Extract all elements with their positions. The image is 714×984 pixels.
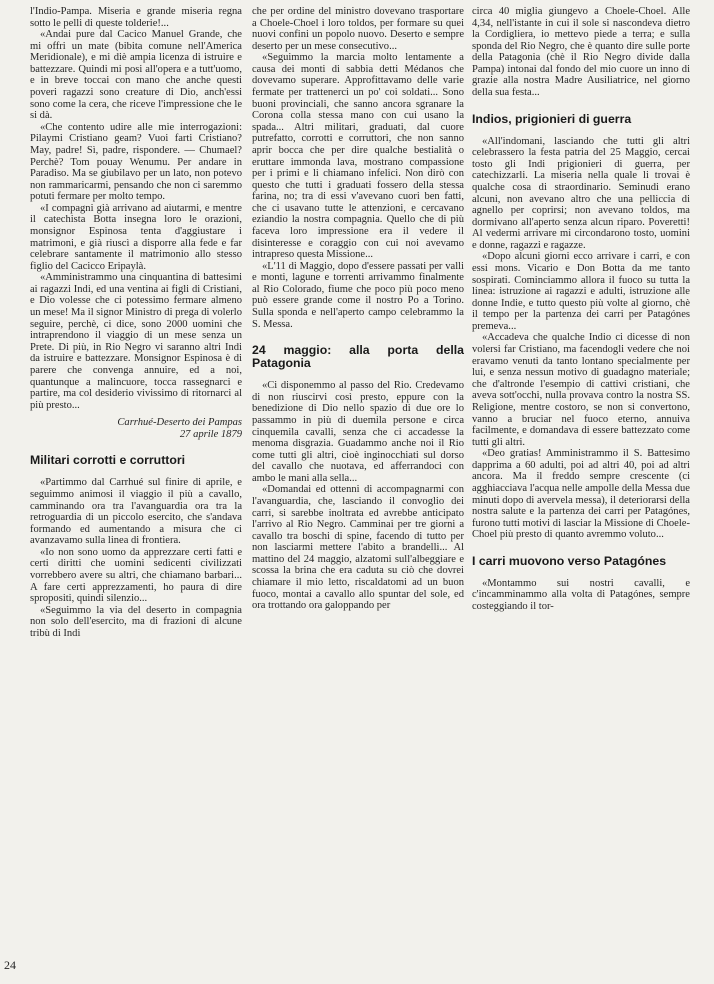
column-2 [252,6,464,612]
paragraph: «Seguimmo la via del deserto in compagnia non solo dell'esercito, ma di frazioni di alcune tribù di Indi [30,604,242,639]
paragraph: «Dopo alcuni giorni ecco arrivare i carri, e con essi mons. Vicario e Don Botta da me tanto sospirati. Cominciammo allora il fuoco su tutta la linea: istruzione ai ragazzi e adulti, istruzione alle donne Indie, e tutto questo più volte al giorno, chè il tempo per la partenza dei carri per Patagónes premeva... [472,251,690,332]
paragraph: «I compagni già arrivano ad aiutarmi, e mentre il catechista Botta insegna loro le orazioni, monsignor Espinosa tenta d'aggiustare i matrimoni, e già riuscì a disporre alla fede e far celebrare santamente il matrimonio allo stesso figlio del Cacicco Eripaylà. [30,202,242,272]
column-1 [30,6,242,639]
paragraph: «Che contento udire alle mie interrogazioni: Pilaymi Cristiano geam? Vuoi farti Cristiano? May, padre! Sì, padre, rispondere. — Chumael? Perchè? Tom pouay Wenumu. Per andare in Paradiso. Ma se giubilavo per un lato, non potevo non rammaricarmi, pensando che non ci saremmo potuti fermare per molto tempo. [30,121,242,203]
paragraph: «L'11 di Maggio, dopo d'essere passati per valli e monti, lagune e torrenti arrivammo finalmente al Rio Colorado, fiume che poco più poco meno può essere grande come il nostro Po a Torino. Sulla sponda e nell'aperto campo celebrammo la S. Messa. [252,260,464,330]
section-heading: I carri muovono verso Patagónes [472,553,667,568]
paragraph: l'Indio-Pampa. Miseria e grande miseria regna sotto le pelli di queste tolderie!... [30,6,242,29]
paragraph: «Seguimmo la marcia molto lentamente a causa dei monti di sabbia detti Médanos che dovevamo superare. Approfittavamo delle varie fermate per trattenerci un po' coi soldati... Sono buoni provinciali, che sanno ancora sgranare la Corona colla stessa mano con cui usano la spada... Altri militari, graduati, dal cuore putrefatto, corrotti e corruttori, che non sanno aprir bocca che per dire qualche bestialità o eruttare immonda lava, mostrano compassione per i primi e li chiamano infelici. Non dirò con questo che tutti i graduati fossero della stessa farina, no; tra di essi v'avevano cuori ben fatti, che ci usavano tutte le attenzioni, e cercavano eziandio la nostra compagnia. Quello che di più faceva loro impressione era il vedere il disinteresse e coraggio con cui noi avevamo intrapreso questa Missione... [252,52,464,261]
paragraph: circa 40 miglia giungevo a Choele-Choel. Alle 4,34, nell'istante in cui il sole si nascondeva dietro la Cordigliera, io mettevo piede a terra; e sulla sponda del Rio Negro, che è quanto dire sulle porte della Patagonia (chè il Rio Negro divide dalla Pampa) intonai dal fondo del mio cuore un inno di grazie alla nostra Madre Ausiliatrice, nel giorno della sua festa... [472,6,690,99]
section-heading: Militari corrotti e corruttori [30,453,186,468]
letter-signature-date: 27 aprile 1879 [179,428,242,440]
paragraph: «Deo gratias! Amministrammo il S. Battesimo dapprima a 60 adulti, poi ad altri 40, poi ad altri ancora. Ma il freddo sempre crescente (ci agghiacciava l'acqua nelle ampolle della Messa due minuti dopo di avervela messa), il deteriorarsi della nostra salute e la partenza dei carri per Patagónes, furono tutti motivi di lasciar la Missione di Choele-Choel più presto di quanto avremmo voluto... [472,448,690,541]
paragraph: «Accadeva che qualche Indio ci dicesse di non volersi far Cristiano, ma facendogli vedere che noi eravamo venuti da tanto lontano specialmente per lui, e senza nessun motivo di guadagno materiale; che d'altronde l'esempio di cattivi cristiani, che aveva sott'occhi, nulla provava contro la nostra SS. Religione, mentre costoro, se non si convertono, vanno a bruciar nel fuoco eterno, annuiva facilmente, e domandava di essere battezzato come tutti gli altri. [472,332,690,448]
section-heading: 24 maggio: alla porta della Patagonia [252,343,464,371]
paragraph: «Amministrammo una cinquantina di battesimi ai ragazzi Indi, ed una ventina ai figli di Cristiani, e Dio volesse che ci potessimo fermare almeno un mese! Ma il signor Ministro di prega di volerlo seguire, perchè, ci dice, sono 2000 uomini che intraprendono il viaggio di un mese senza un Prete. Di più, in Rio Negro vi saranno altri Indi da istruire e battezzare. Monsignor Espinosa è di parere che convenga annuire, ed a noi, quantunque a malincuore, tocca rassegnarci e partire, ma col desiderio vivissimo di ritornarci al più presto... [30,272,242,411]
paragraph: «Ci disponemmo al passo del Rio. Credevamo di non riuscirvi così presto, eppure con la benedizione di Dio nello spazio di due ore lo passammo in più di duemila persone e circa cinquemila cavalli, senza che ci accadesse la menoma disgrazia. Guadammo anche noi il Rio come tutti gli altri, cioè inginocchiati sul dorso del cavallo che nuotava, ed afferrandoci con ambo le mani alla sella... [252,380,464,484]
paragraph: «Io non sono uomo da apprezzare certi fatti e certi diritti che uomini sedicenti civilizzati vorrebbero avere su altri, che chiamano barbari... A fare certi apprezzamenti, ho paura di dire spropositi, quindi silenzio... [30,546,242,605]
paragraph: «Domandai ed ottenni di accompagnarmi con l'avanguardia, che, lasciando il convoglio dei carri, si sarebbe inoltrata ed avrebbe anticipato l'arrivo al Rio Negro. Camminai per tre giorni a cavallo tra boschi di spine, facendo di tutto per non lasciarmi mettere l'abito a brandelli... Al mattino del 24 maggio, alzatomi sull'albeggiare e scossa la brina che era caduta su ciò che dovrei chiamare il mio letto, riscaldatomi ad un buon fuoco, montai a cavallo allo spuntar del sole, ed ora trottando ora galoppando per [252,484,464,612]
column-3 [472,6,690,613]
paragraph: che per ordine del ministro dovevano trasportare a Choele-Choel i loro toldos, per formare su quei nuovi confini un popolo nuovo. Deserto e sempre deserto per un mese consecutivo... [252,6,464,52]
section-heading: Indios, prigionieri di guerra [472,111,632,126]
letter-signature-place: Carrhué-Deserto dei Pampas [117,417,242,429]
paragraph: «Partimmo dal Carrhué sul finire di aprile, e seguimmo animosi il viaggio il più a cavallo, camminando ora tra l'avanguardia ora tra la retroguardia di un piccolo esercito, che s'andava formando ed aumentando a misura che ci avanzavamo sulla linea di frontiera. [30,477,242,547]
paragraph: «Andai pure dal Cacico Manuel Grande, che mi offri un mate (bibita comune nell'America Meridionale), e mi diè ampia licenza di istruire e battezzare. Quindi mi posi all'opera e a tutt'uomo, e in breve toccai con mano che anche questi poveri ragazzi sono creature di Dio, anch'essi sono come la cera, che riceve l'impressione che le si dà. [30,29,242,122]
paragraph: «Montammo sui nostri cavalli, e c'incamminammo alla volta di Patagónes, sempre costeggiando il tor- [472,577,690,613]
paragraph: «All'indomani, lasciando che tutti gli altri celebrassero la festa patria del 25 Maggio, cercai tosto gli Indi prigionieri di guerra, per catechizzarli. La miseria nella quale li trovai è qualche cosa di straordinario. Seminudi erano alcuni, non avevano altro che una pelliccia di agnello per coprirsi; non avevano toldos, ma dormivano all'aperto senza alcun riparo. Poveretti! Al vedermi arrivare mi circondarono tosto, uomini e donne, ragazzi e ragazze. [472,135,690,251]
page-number: 24 [4,958,16,972]
